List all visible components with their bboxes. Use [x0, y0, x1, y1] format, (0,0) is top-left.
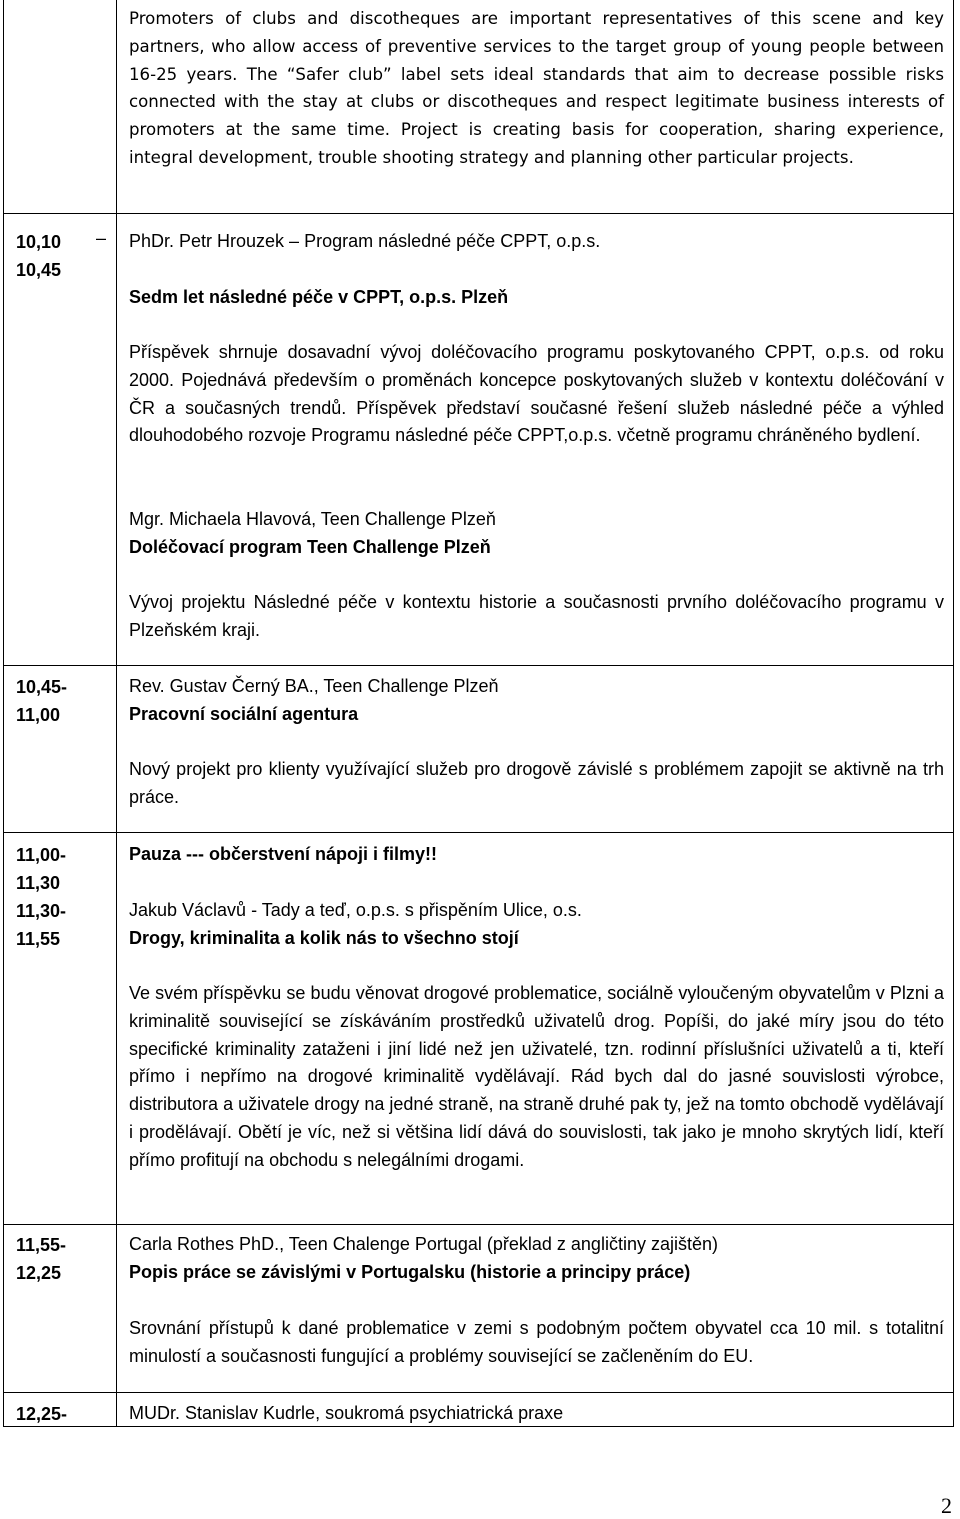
speaker-kudrle: MUDr. Stanislav Kudrle, soukromá psychiatrická praxe [129, 1403, 564, 1423]
intro-paragraph: Promoters of clubs and discotheques are important representatives of this scene and key partners, who allow access of preventive services to the target group of young people between 16-25 years. The “Safer club” label sets ideal standards that aim to decrease possible risks connected with the stay at clubs or discotheques and respect legitimate business interests of promoters at the same time. Project is creating basis for cooperation, sharing experience, integral development, trouble shooting strategy and planning other particular projects. [129, 9, 944, 167]
time-end: 11,55 [16, 929, 61, 949]
time-dash: – [96, 228, 107, 248]
pause-label: Pauza --- občerstvení nápoji i filmy!! [129, 844, 438, 864]
time-start: 12,25- [16, 1404, 68, 1424]
abstract-cerny: Nový projekt pro klienty využívající služeb pro drogově závislé s problémem zapojit se aktivně na trh práce. [129, 759, 944, 807]
talk-title-hlavova: Doléčovací program Teen Challenge Plzeň [129, 537, 491, 557]
row-divider [3, 213, 954, 214]
time-start: 11,30- [16, 901, 67, 921]
abstract-rothes: Srovnání přístupů k dané problematice v zemi s podobným počtem obyvatel cca 10 mil. s totalitní minulostí a současnosti fungující a problémy související se začleněním do EU. [129, 1318, 944, 1366]
speaker-vaclavu: Jakub Václavů - Tady a teď, o.p.s. s přispěním Ulice, o.s. [129, 900, 582, 920]
talk-title-cerny: Pracovní sociální agentura [129, 704, 359, 724]
row-divider [3, 832, 954, 833]
time-start: 10,10 [16, 232, 62, 252]
abstract-vaclavu: Ve svém příspěvku se budu věnovat drogové problematice, sociálně vyloučeným obyvatelům v Plzni a kriminalitě související se získáváním prostředků uživatelů drog. Popíši, do jaké míry jsou do této specifické kriminality zataženi i jiní lidé než jen uživatelé, tzn. rodinní příslušníci uživatelů a ti, kteří přímo i nepřímo na drogové kriminalitě vydělávají. Rád bych dal do jasné souvislosti výrobce, distributora a uživatele drogy na jedné straně, na straně druhé pak ty, jež na tomto obchodě vydělávají i prodělávají. Obětí je víc, než si většina lidí dává do souvislosti, tak jako je mnoho skrytých lidí, kteří přímo profitují na obchodu s nelegálními drogami. [129, 983, 944, 1170]
speaker-hrouzek: PhDr. Petr Hrouzek – Program následné péče CPPT, o.p.s. [129, 231, 601, 251]
talk-title-vaclavu: Drogy, kriminalita a kolik nás to všechno stojí [129, 928, 519, 948]
speaker-hlavova: Mgr. Michaela Hlavová, Teen Challenge Plzeň [129, 509, 496, 529]
time-end: 11,30 [16, 873, 61, 893]
time-start: 11,55- [16, 1235, 67, 1255]
time-end: 11,00 [16, 705, 61, 725]
talk-title-hrouzek: Sedm let následné péče v CPPT, o.p.s. Plzeň [129, 287, 509, 307]
abstract-hlavova: Vývoj projektu Následné péče v kontextu historie a současnosti prvního doléčovacího programu v Plzeňském kraji. [129, 592, 944, 640]
column-divider [116, 0, 117, 1427]
time-start: 11,00- [16, 845, 67, 865]
row-divider [3, 665, 954, 666]
row-divider [3, 1224, 954, 1225]
speaker-cerny: Rev. Gustav Černý BA., Teen Challenge Plzeň [129, 676, 499, 696]
time-end: 12,25 [16, 1263, 62, 1283]
time-end: 10,45 [16, 260, 62, 280]
time-start: 10,45- [16, 677, 68, 697]
page-number: 2 [941, 1493, 952, 1518]
row-divider [3, 1392, 954, 1393]
talk-title-rothes: Popis práce se závislými v Portugalsku (historie a principy práce) [129, 1262, 691, 1282]
speaker-rothes: Carla Rothes PhD., Teen Chalenge Portugal (překlad z angličtiny zajištěn) [129, 1234, 718, 1254]
abstract-hrouzek: Příspěvek shrnuje dosavadní vývoj doléčovacího programu poskytovaného CPPT, o.p.s. od roku 2000. Pojednává především o proměnách koncepce poskytovaných služeb v kontextu doléčování v ČR a současných trendů. Příspěvek představí současné řešení služeb následné péče a výhled dlouhodobého rozvoje Programu následné péče CPPT,o.p.s. včetně programu chráněného bydlení. [129, 342, 944, 446]
